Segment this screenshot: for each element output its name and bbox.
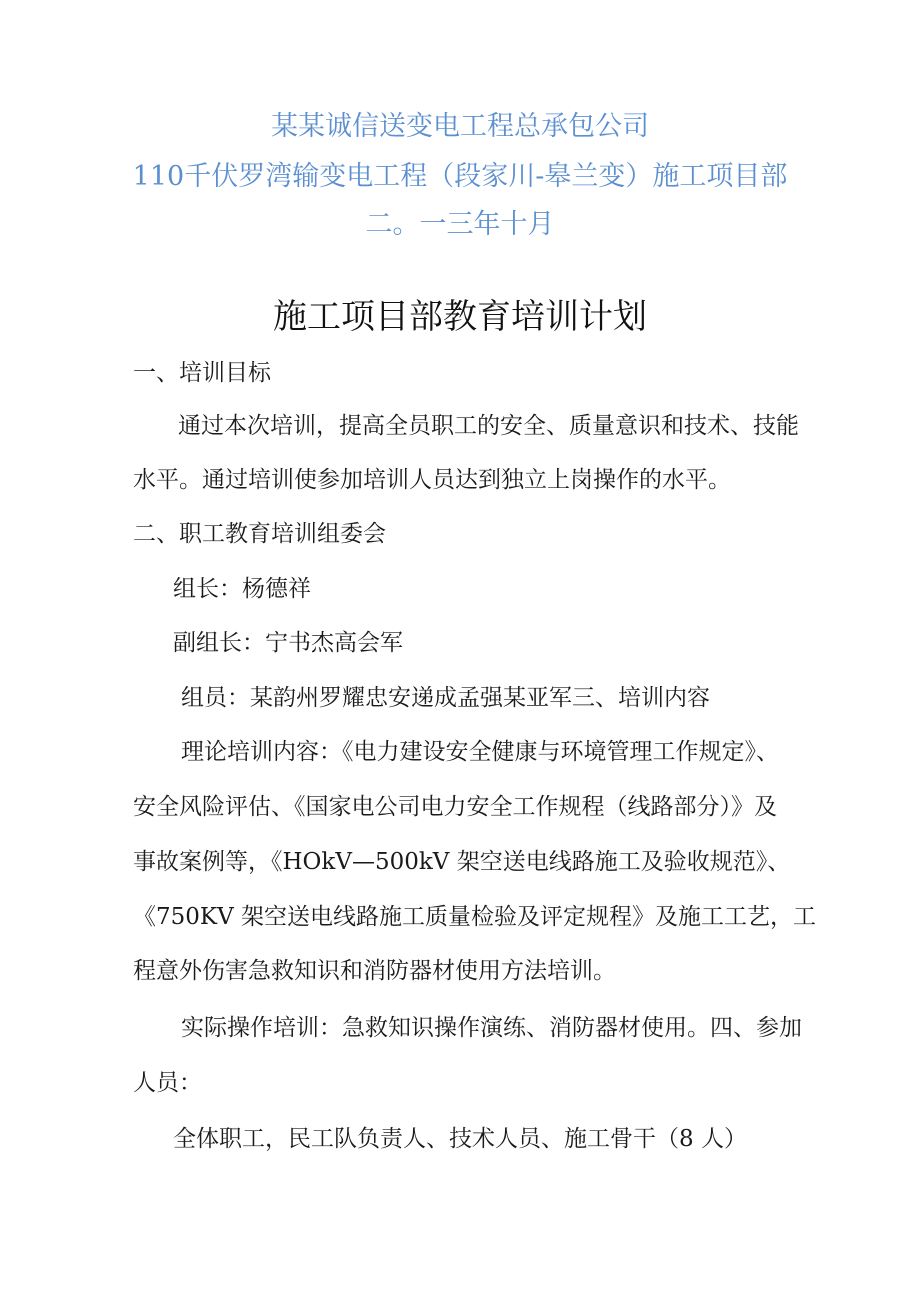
group-leader: 组长：杨德祥 — [173, 576, 311, 602]
section-1-heading: 一、培训目标 — [133, 360, 271, 386]
document-date: 二。一三年十月 — [365, 209, 555, 240]
project-name: 110千伏罗湾输变电工程（段家川-皋兰变）施工项目部 — [132, 161, 788, 192]
section-2-heading: 二、职工教育培训组委会 — [133, 521, 386, 547]
document-title: 施工项目部教育培训计划 — [273, 297, 647, 337]
theory-training-line: 《750KV 架空送电线路施工质量检验及评定规程》及施工工艺，工 — [133, 904, 817, 930]
company-name: 某某诚信送变电工程总承包公司 — [271, 111, 649, 142]
practice-training-line: 实际操作培训：急救知识操作演练、消防器材使用。四、参加 — [181, 1015, 802, 1041]
deputy-leader: 副组长：宁书杰高会军 — [173, 630, 403, 656]
practice-training-line: 人员： — [133, 1070, 202, 1096]
group-members: 组员：某韵州罗耀忠安递成孟强某亚军三、培训内容 — [181, 685, 710, 711]
section-1-paragraph-line: 通过本次培训，提高全员职工的安全、质量意识和技术、技能 — [178, 413, 799, 439]
section-1-paragraph-line: 水平。通过培训使参加培训人员达到独立上岗操作的水平。 — [133, 467, 731, 493]
theory-training-line: 理论培训内容：《电力建设安全健康与环境管理工作规定》、 — [181, 739, 779, 765]
theory-training-line: 事故案例等，《HOkV—500kV 架空送电线路施工及验收规范》、 — [133, 849, 791, 875]
theory-training-line: 程意外伤害急救知识和消防器材使用方法培训。 — [133, 958, 616, 984]
participants: 全体职工，民工队负责人、技术人员、施工骨干（8 人） — [173, 1126, 747, 1152]
theory-training-line: 安全风险评估、《国家电公司电力安全工作规程（线路部分）》及 — [133, 794, 777, 820]
